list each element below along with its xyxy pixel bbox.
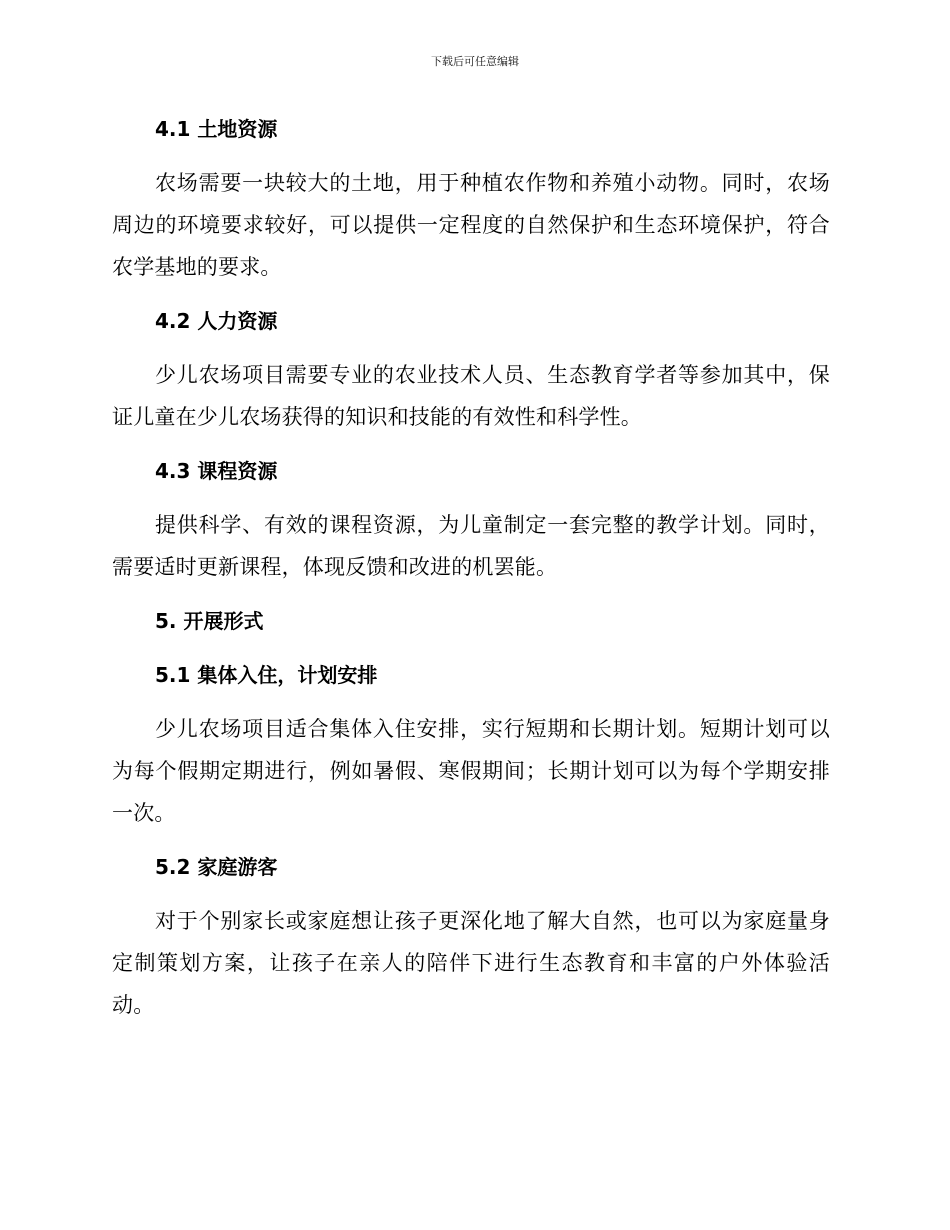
section-5-1 [112,654,830,834]
section-paragraph: 少儿农场项目需要专业的农业技术人员、生态教育学者等参加其中，保证儿童在少儿农场获得的知识和技能的有效性和科学性。 [112,363,830,429]
section-heading: 5.2 家庭游客 [155,855,278,879]
section-heading: 5. 开展形式 [155,609,264,633]
header-note: 下载后可任意编辑 [431,55,519,68]
section-paragraph: 提供科学、有效的课程资源，为儿童制定一套完整的教学计划。同时，需要适时更新课程，体现反馈和改进的机罢能。 [112,513,830,579]
section-paragraph: 对于个别家长或家庭想让孩子更深化地了解大自然，也可以为家庭量身定制策划方案，让孩子在亲人的陪伴下进行生态教育和丰富的户外体验活动。 [112,909,830,1017]
section-paragraph: 少儿农场项目适合集体入住安排，实行短期和长期计划。短期计划可以为每个假期定期进行，例如暑假、寒假期间；长期计划可以为每个学期安排一次。 [112,717,830,825]
document-body [112,108,830,1026]
section-heading: 4.1 土地资源 [155,117,278,141]
section-5 [112,600,830,642]
section-5-2 [112,846,830,1026]
section-4-2 [112,300,830,438]
section-heading: 4.2 人力资源 [155,309,278,333]
section-paragraph: 农场需要一块较大的土地，用于种植农作物和养殖小动物。同时，农场周边的环境要求较好，可以提供一定程度的自然保护和生态环境保护，符合农学基地的要求。 [112,171,830,279]
section-heading: 5.1 集体入住，计划安排 [155,663,378,687]
section-4-1 [112,108,830,288]
section-heading: 4.3 课程资源 [155,459,278,483]
section-4-3 [112,450,830,588]
